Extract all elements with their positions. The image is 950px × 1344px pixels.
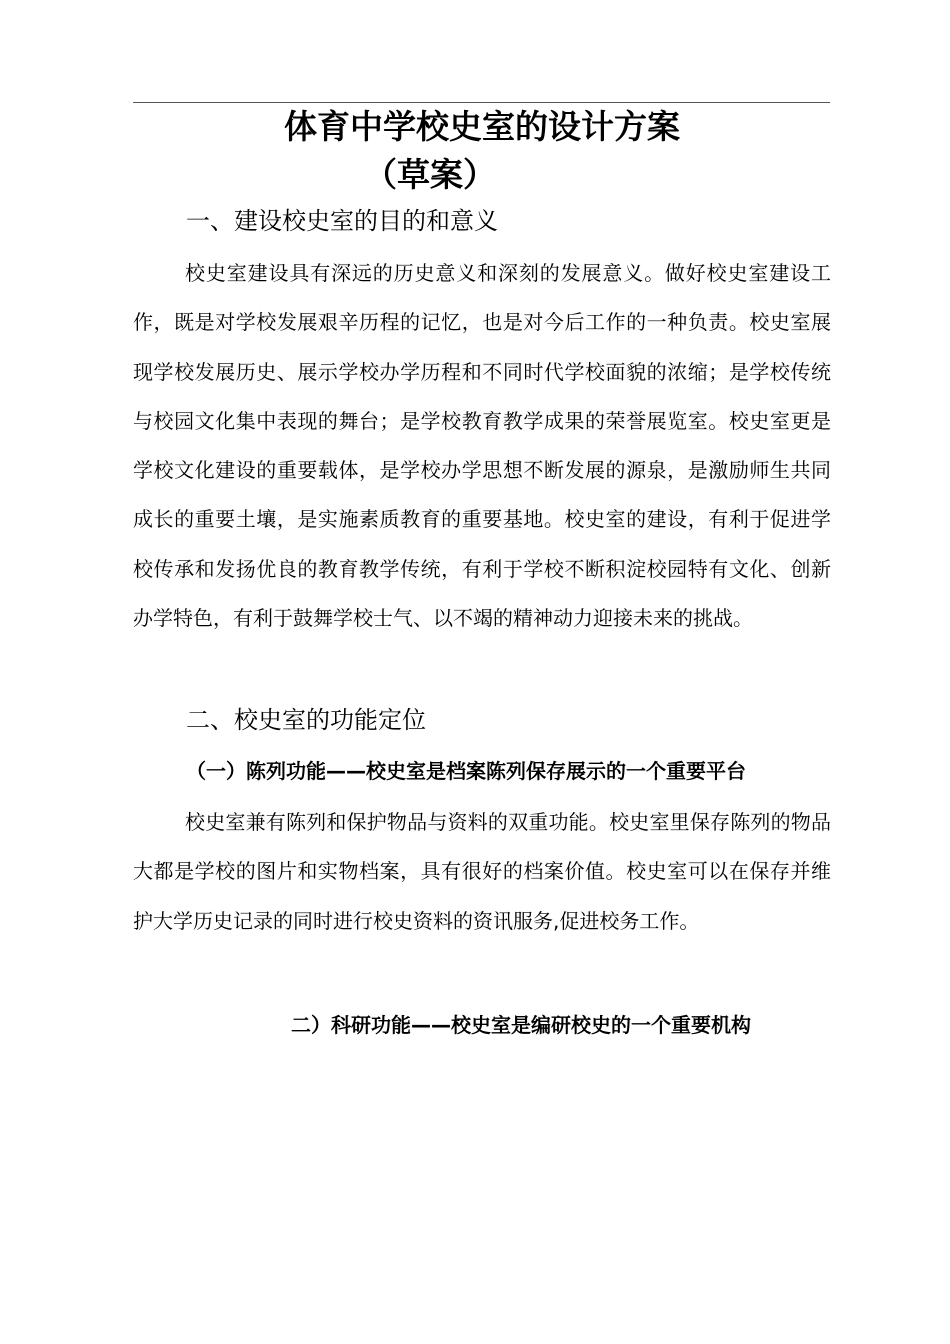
subsection-heading-display: （一）陈列功能——校史室是档案陈列保存展示的一个重要平台 — [186, 759, 746, 783]
document-subtitle: （草案） — [364, 155, 496, 194]
subsection-heading-research: 二）科研功能——校史室是编研校史的一个重要机构 — [291, 1013, 751, 1037]
header-rule — [133, 102, 830, 103]
section-paragraph-purpose: 校史室建设具有深远的历史意义和深刻的发展意义。做好校史室建设工作，既是对学校发展艰辛历程的记忆，也是对今后工作的一种负责。校史室展现学校发展历史、展示学校办学历程和不同时代学校面貌的浓缩；是学校传统与校园文化集中表现的舞台；是学校教育教学成果的荣誉展览室。校史室更是学校文化建设的重要载体，是学校办学思想不断发展的源泉，是激励师生共同成长的重要土壤，是实施素质教育的重要基地。校史室的建设，有利于促进学校传承和发扬优良的教育教学传统，有利于学校不断积淀校园特有文化、创新办学特色，有利于鼓舞学校士气、以不竭的精神动力迎接未来的挑战。 — [133, 261, 831, 631]
section-heading-purpose: 一、建设校史室的目的和意义 — [186, 207, 498, 235]
section-heading-function: 二、校史室的功能定位 — [186, 706, 426, 734]
document-title: 体育中学校史室的设计方案 — [284, 107, 680, 146]
subsection-paragraph-display: 校史室兼有陈列和保护物品与资料的双重功能。校史室里保存陈列的物品大都是学校的图片和实物档案，具有很好的档案价值。校史室可以在保存并维护大学历史记录的同时进行校史资料的资讯服务,促进校务工作。 — [133, 810, 831, 933]
